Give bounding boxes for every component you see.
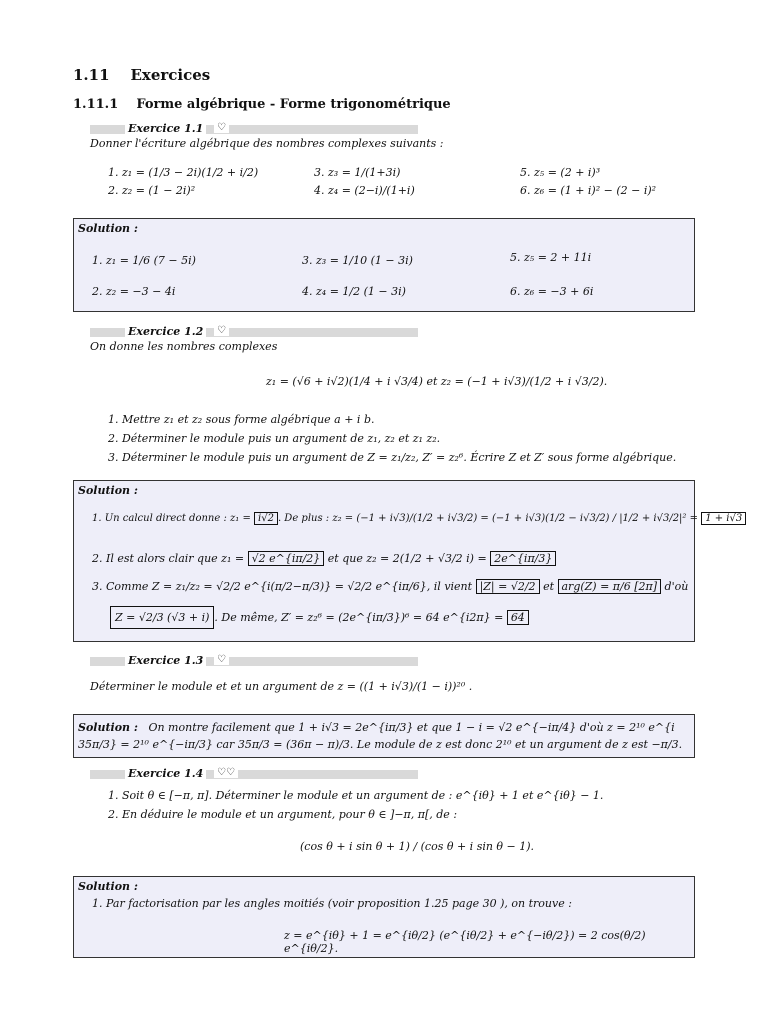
solution-box <box>73 480 743 642</box>
solution-label: Solution : <box>78 880 138 893</box>
exercise-statement: On donne les nombres complexes <box>90 340 278 353</box>
solution-label: Solution : <box>78 484 138 497</box>
difficulty-hearts: ♡♡ <box>214 767 238 778</box>
section-number: 1.11 <box>73 66 110 84</box>
solution-paragraph <box>78 719 690 753</box>
boxed-result: arg(Z) = π/6 [2π] <box>558 579 662 594</box>
solution-line-1 <box>92 513 746 524</box>
solution-line-4 <box>110 611 529 624</box>
list-item: 1. z₁ = (1/3 − 2i)(1/2 + i/2) <box>108 166 259 179</box>
solution-text: et que z₂ = 2(1/2 + √3/2 i) = <box>327 552 487 565</box>
subsection-number: 1.11.1 <box>73 97 119 112</box>
boxed-result: 1 + i√3 <box>701 512 746 525</box>
formula: (cos θ + i sin θ + 1) / (cos θ + i sin θ − 1). <box>300 840 535 853</box>
solution-text: 3. Comme Z = z₁/z₂ = √2/2 e^{i(π/2−π/3)} = √2/2 e^{iπ/6}, il vient <box>92 580 473 593</box>
boxed-result: Z = √2/3 (√3 + i) <box>110 606 214 629</box>
list-item: 4. z₄ = (2−i)/(1+i) <box>314 184 415 197</box>
solution-text: On montre facilement que 1 + i√3 = 2e^{iπ/3} et que 1 − i = √2 e^{−iπ/4} d'où z = 2¹⁰ e^{i 35π/3} = 2¹⁰ e^{−iπ/3} car 35π/3 = (36π − π)/3. Le module de z est donc 2¹⁰ et un argument de z est −π/3. <box>78 721 683 751</box>
solution-text: d'où <box>664 580 689 593</box>
list-item: 4. z₄ = 1/2 (1 − 3i) <box>302 285 406 298</box>
section-title: Exercices <box>130 66 211 84</box>
list-item: 1. z₁ = 1/6 (7 − 5i) <box>92 254 196 267</box>
list-item: 6. z₆ = (1 + i)² − (2 − i)² <box>520 184 657 197</box>
boxed-result: i√2 <box>254 512 278 525</box>
solution-text: . De même, Z′ = z₂⁶ = (2e^{iπ/3})⁶ = 64 e^{i2π} = <box>214 611 504 624</box>
solution-label: Solution : <box>78 721 138 734</box>
list-item: 6. z₆ = −3 + 6i <box>510 285 594 298</box>
list-item: 1. Mettre z₁ et z₂ sous forme algébrique a + i b. <box>108 413 375 426</box>
solution-line-2 <box>92 552 556 565</box>
difficulty-hearts: ♡ <box>214 654 229 665</box>
formula: z₁ = (√6 + i√2)(1/4 + i √3/4) et z₂ = (−1 + i√3)/(1/2 + i √3/2). <box>266 375 608 388</box>
solution-line-3 <box>92 580 688 593</box>
solution-box <box>73 714 695 758</box>
solution-text: . De plus : z₂ = (−1 + i√3)/(1/2 + i√3/2) = (−1 + i√3)(1/2 − i√3/2) / |1/2 + i√3/2|² = <box>277 513 698 524</box>
exercise-statement: Donner l'écriture algébrique des nombres complexes suivants : <box>90 137 444 150</box>
solution-text: 1. Un calcul direct donne : z₁ = <box>92 513 251 524</box>
difficulty-hearts: ♡ <box>214 122 229 133</box>
boxed-result: |Z| = √2/2 <box>476 579 540 594</box>
subsection-title: Forme algébrique - Forme trigonométrique <box>136 97 451 112</box>
boxed-result: 2e^{iπ/3} <box>490 551 556 566</box>
boxed-result: 64 <box>507 610 529 625</box>
list-item: 2. Déterminer le module puis un argument de z₁, z₂ et z₁ z₂. <box>108 432 441 445</box>
list-item: 3. Déterminer le module puis un argument de Z = z₁/z₂, Z′ = z₂⁶. Écrire Z et Z′ sous forme algébrique. <box>108 451 677 464</box>
list-item: 2. z₂ = −3 − 4i <box>92 285 176 298</box>
list-item: 3. z₃ = 1/(1+3i) <box>314 166 401 179</box>
boxed-result: √2 e^{iπ/2} <box>248 551 325 566</box>
list-item: 5. z₅ = (2 + i)³ <box>520 166 601 179</box>
list-item: 5. z₅ = 2 + 11i <box>510 251 592 264</box>
list-item: 1. Soit θ ∈ [−π, π]. Déterminer le module et un argument de : e^{iθ} + 1 et e^{iθ} − 1. <box>108 789 604 802</box>
solution-label: Solution : <box>78 222 138 235</box>
solution-box <box>73 876 695 958</box>
list-item: 2. En déduire le module et un argument, pour θ ∈ ]−π, π[, de : <box>108 808 458 821</box>
solution-text: 2. Il est alors clair que z₁ = <box>92 552 245 565</box>
formula: z = e^{iθ} + 1 = e^{iθ/2} (e^{iθ/2} + e^{−iθ/2}) = 2 cos(θ/2) e^{iθ/2}. <box>284 929 646 955</box>
list-item: 2. z₂ = (1 − 2i)² <box>108 184 196 197</box>
difficulty-hearts: ♡ <box>214 325 229 336</box>
exercise-title: Exercice 1.2 <box>125 325 206 338</box>
exercise-title: Exercice 1.4 <box>125 767 206 780</box>
subsection-heading <box>73 97 451 112</box>
list-item: 3. z₃ = 1/10 (1 − 3i) <box>302 254 413 267</box>
exercise-statement: Déterminer le module et et un argument de z = ((1 + i√3)/(1 − i))²⁰ . <box>90 680 473 693</box>
solution-text: et <box>543 580 554 593</box>
exercise-title: Exercice 1.1 <box>125 122 206 135</box>
list-item: 1. Par factorisation par les angles moitiés (voir proposition 1.25 page 30 ), on trouve : <box>92 897 572 910</box>
exercise-title: Exercice 1.3 <box>125 654 206 667</box>
section-heading <box>73 66 210 84</box>
solution-box <box>73 218 695 312</box>
